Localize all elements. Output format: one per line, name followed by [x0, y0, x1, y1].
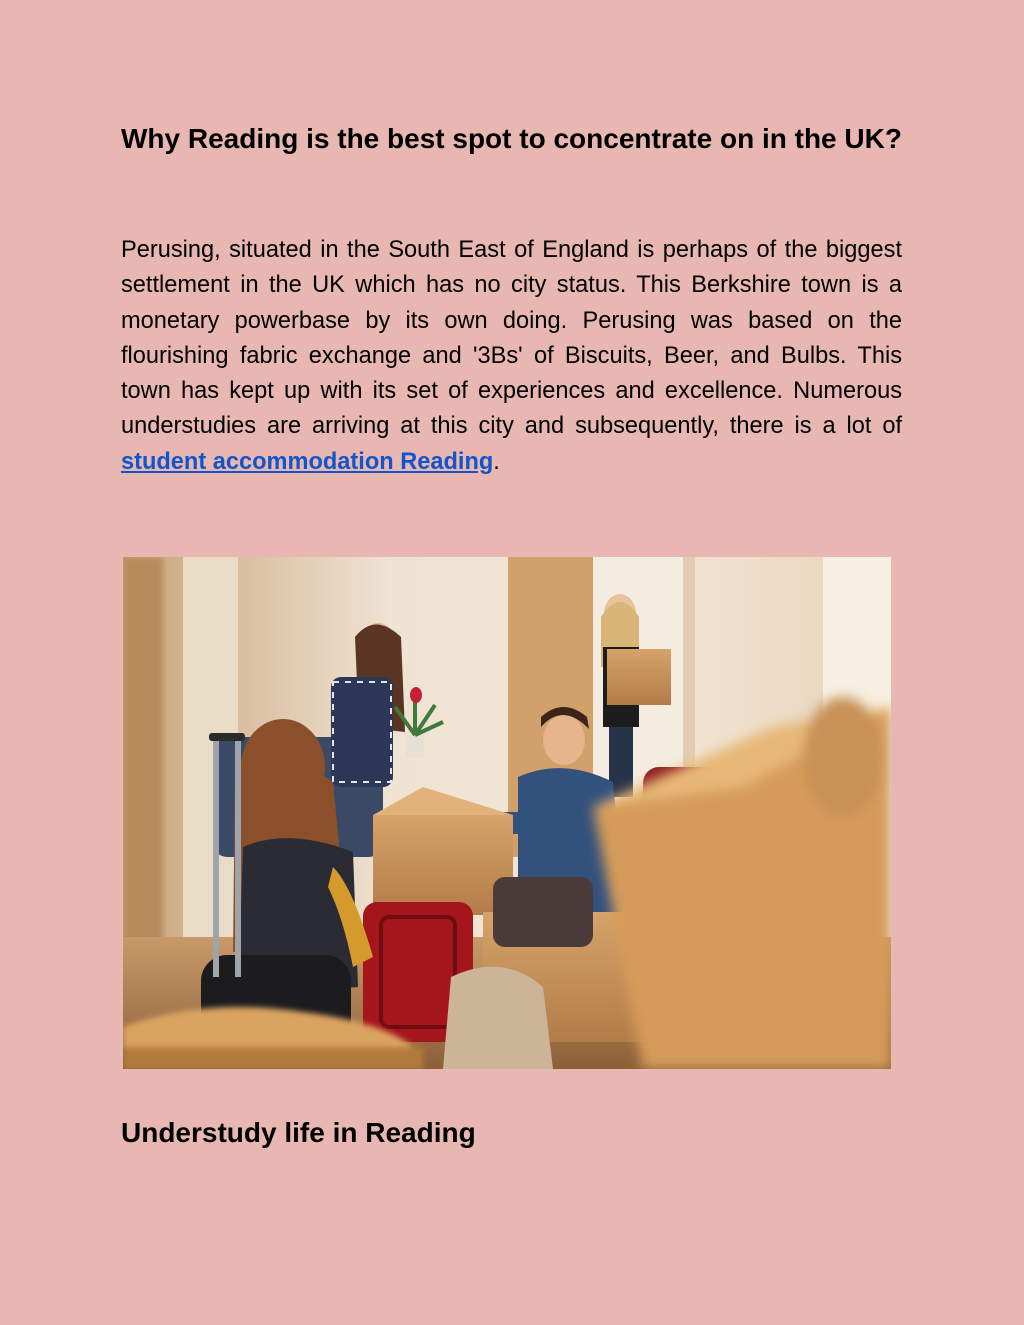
students-moving-photo	[123, 557, 891, 1069]
paragraph-text: Perusing, situated in the South East of England is perhaps of the biggest settlement in the UK which has no city status. This Berkshire town is a monetary powerbase by its own doing. Perusing was based on the flourishing fabric exchange and '3Bs' of Biscuits, Beer, and Bulbs. This town has kept up with its set of experiences and excellence. Numerous understudies are arriving at this city and subsequently, there is a lot of	[121, 237, 902, 440]
section-subheading: Understudy life in Reading	[121, 1117, 476, 1148]
intro-paragraph	[121, 233, 902, 480]
paragraph-end: .	[493, 448, 500, 475]
student-accommodation-link[interactable]: student accommodation Reading	[121, 448, 494, 475]
article-title: Why Reading is the best spot to concentrate on in the UK?	[121, 123, 902, 154]
